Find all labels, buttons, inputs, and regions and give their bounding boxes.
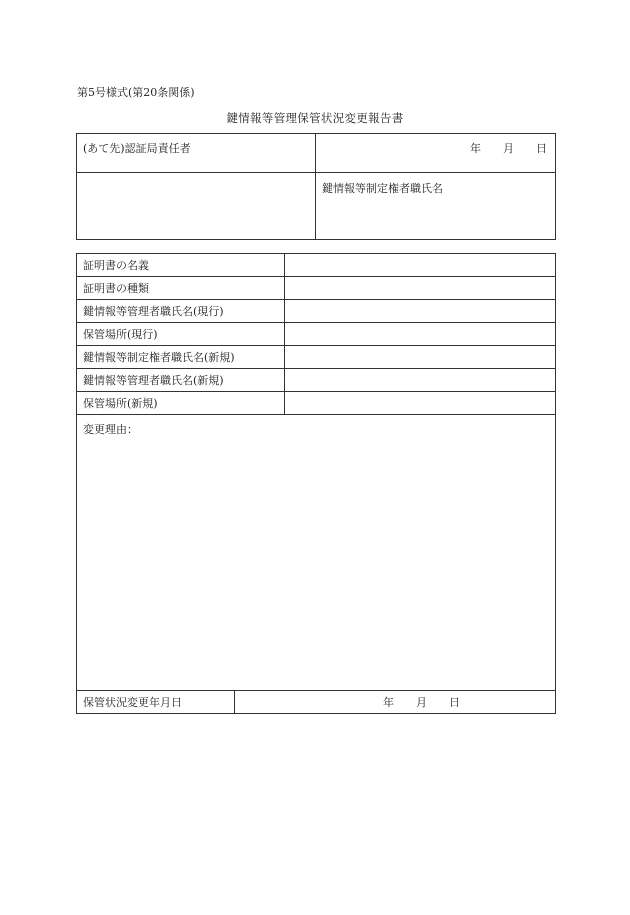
row-label: 証明書の名義 — [77, 254, 285, 277]
info-table — [76, 253, 556, 714]
table-row — [77, 254, 556, 277]
table-row — [77, 392, 556, 415]
row-label: 証明書の種類 — [77, 277, 285, 300]
table-row — [77, 323, 556, 346]
table-row — [77, 277, 556, 300]
month-label: 月 — [503, 142, 514, 155]
submitter-label: 鍵情報等制定権者職氏名 — [322, 182, 443, 195]
row-label: 鍵情報等管理者職氏名(現行) — [77, 300, 285, 323]
submission-date-cell[interactable] — [316, 134, 556, 173]
row-value-field[interactable] — [285, 277, 556, 300]
year-label: 年 — [383, 696, 394, 709]
row-label: 鍵情報等管理者職氏名(新規) — [77, 369, 285, 392]
change-date-label: 保管状況変更年月日 — [77, 691, 235, 714]
table-row — [77, 369, 556, 392]
day-label: 日 — [536, 142, 547, 155]
day-label: 日 — [449, 696, 460, 709]
change-date-field[interactable] — [235, 691, 556, 714]
row-label: 鍵情報等制定権者職氏名(新規) — [77, 346, 285, 369]
recipient-label: (あて先)認証局責任者 — [83, 142, 191, 155]
reason-field[interactable] — [77, 415, 556, 691]
form-id: 第5号様式(第20条関係) — [77, 86, 195, 99]
month-label: 月 — [416, 696, 427, 709]
row-value-field[interactable] — [285, 323, 556, 346]
table-row — [77, 300, 556, 323]
row-value-field[interactable] — [285, 346, 556, 369]
year-label: 年 — [470, 142, 481, 155]
reason-label: 変更理由： — [83, 423, 138, 436]
row-value-field[interactable] — [285, 300, 556, 323]
recipient-blank-cell[interactable] — [77, 173, 316, 240]
row-value-field[interactable] — [285, 369, 556, 392]
submitter-cell[interactable] — [316, 173, 556, 240]
table-row — [77, 346, 556, 369]
row-value-field[interactable] — [285, 254, 556, 277]
row-label: 保管場所(新規) — [77, 392, 285, 415]
row-value-field[interactable] — [285, 392, 556, 415]
recipient-cell — [77, 134, 316, 173]
header-table — [76, 133, 556, 240]
row-label: 保管場所(現行) — [77, 323, 285, 346]
document-title: 鍵情報等管理保管状況変更報告書 — [226, 111, 404, 125]
